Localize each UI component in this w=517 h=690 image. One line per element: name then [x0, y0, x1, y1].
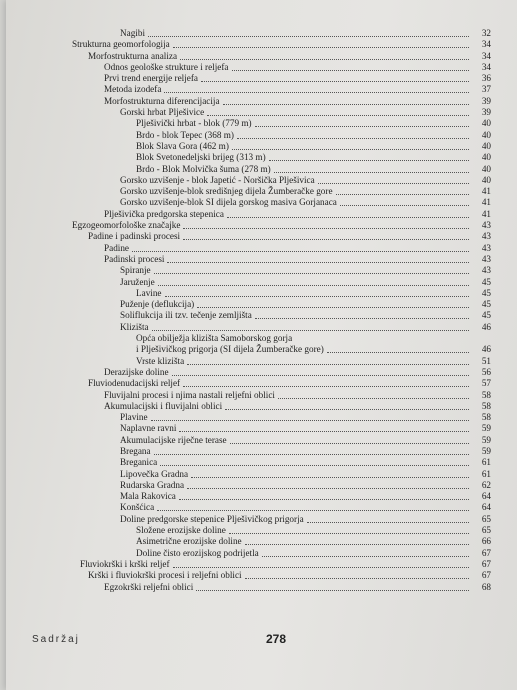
toc-entry-title: Akumulacijske riječne terase — [120, 434, 227, 445]
toc-entry-title: Gorsko uzvišenje - blok Japetić - Noršička Plješivica — [120, 174, 315, 185]
toc-dot-leader — [154, 273, 469, 274]
toc-entry-title: Konšćica — [120, 502, 155, 513]
toc-page-number: 45 — [481, 276, 491, 287]
toc-dot-leader — [173, 567, 469, 568]
toc-entry-title: Breganica — [120, 457, 158, 468]
toc-page-number: 40 — [481, 118, 491, 129]
toc-entry-title: Vrste klizišta — [136, 355, 185, 366]
toc-entry-title: Fluviodenudacijski reljef — [88, 378, 181, 389]
toc-entry-title: Gorsko uzvišenje-blok središnjeg dijela Žumberačke gore — [120, 186, 333, 197]
toc-page-number: 37 — [481, 84, 491, 95]
toc-entry — [6, 322, 517, 333]
toc-entry — [6, 299, 517, 310]
toc-page-number: 59 — [481, 445, 491, 456]
toc-entry — [6, 310, 517, 321]
toc-entry — [6, 141, 517, 152]
toc-dot-leader — [165, 296, 469, 297]
toc-page-number: 34 — [481, 50, 491, 61]
toc-dot-leader — [230, 443, 469, 444]
toc-dot-leader — [187, 488, 469, 489]
toc-entry-title: Blok Svetonedeljski brijeg (313 m) — [136, 152, 266, 163]
toc-dot-leader — [237, 138, 469, 139]
toc-dot-leader — [151, 420, 469, 421]
toc-entry — [6, 502, 517, 513]
toc-page-number: 39 — [481, 95, 491, 106]
toc-entry-title: Asimetrične erozijske doline — [136, 536, 242, 547]
toc-entry-title: Derazijske doline — [104, 366, 169, 377]
toc-dot-leader — [183, 239, 469, 240]
toc-page-number: 40 — [481, 174, 491, 185]
toc-entry — [6, 367, 517, 378]
footer-section-label: Sadržaj — [32, 634, 80, 645]
toc-entry — [6, 378, 517, 389]
toc-page-number: 34 — [481, 61, 491, 72]
toc-entry-title: Klizišta — [120, 321, 149, 332]
toc-page-number: 65 — [481, 525, 491, 536]
toc-entry-title: Plavine — [120, 412, 148, 423]
toc-entry — [6, 480, 517, 491]
toc-entry-title: Plješivička predgorska stepenica — [104, 208, 224, 219]
toc-dot-leader — [157, 510, 469, 511]
toc-entry — [6, 265, 517, 276]
toc-entry — [6, 96, 517, 107]
toc-entry-title: Padine — [104, 242, 130, 253]
toc-dot-leader — [180, 59, 469, 60]
toc-entry-title: Padinski procesi — [104, 253, 165, 264]
toc-entry — [6, 197, 517, 208]
toc-entry — [6, 164, 517, 175]
toc-entry — [6, 457, 517, 468]
toc-entry — [6, 548, 517, 559]
toc-dot-leader — [274, 172, 469, 173]
toc-dot-leader — [227, 217, 469, 218]
toc-entry-title: Metoda izodefa — [104, 84, 162, 95]
toc-entry — [6, 243, 517, 254]
toc-entry-title: Nagibi — [120, 28, 146, 38]
toc-dot-leader — [340, 205, 469, 206]
toc-page-number: 39 — [481, 107, 491, 118]
toc-entry-title: Lipovečka Gradna — [120, 468, 189, 479]
toc-entry — [6, 209, 517, 220]
toc-entry — [6, 62, 517, 73]
toc-page-number: 62 — [481, 479, 491, 490]
toc-entry — [6, 536, 517, 547]
toc-entry-title: Fluviokrški i krški reljef — [80, 558, 170, 569]
toc-dot-leader — [255, 318, 469, 319]
toc-entry-title: Prvi trend energije reljefa — [104, 73, 198, 84]
toc-dot-leader — [132, 251, 469, 252]
toc-dot-leader — [187, 364, 469, 365]
toc-dot-leader — [318, 183, 469, 184]
toc-entry — [6, 570, 517, 581]
toc-page-number: 43 — [481, 253, 491, 264]
toc-entry-title: Soliflukcija ili tzv. tečenje zemljišta — [120, 310, 252, 321]
toc-entry-title: Plješivički hrbat - blok (779 m) — [136, 118, 252, 129]
toc-entry-title: Blok Slava Gora (462 m) — [136, 140, 229, 151]
toc-page-number: 56 — [481, 366, 491, 377]
toc-page-number: 40 — [481, 129, 491, 140]
toc-dot-leader — [229, 533, 469, 534]
toc-dot-leader — [245, 544, 469, 545]
toc-dot-leader — [179, 499, 469, 500]
toc-entry — [6, 186, 517, 197]
toc-page-number: 41 — [481, 186, 491, 197]
toc-entry-title-continued: i Plješivičkog prigorja (SI dijela Žumberačke gore) — [136, 344, 324, 355]
toc-dot-leader — [196, 590, 469, 591]
toc-entry — [6, 423, 517, 434]
toc-entry — [6, 469, 517, 480]
toc-entry-title: Spiranje — [120, 265, 151, 276]
toc-dot-leader — [167, 262, 469, 263]
toc-entry-title: Doline predgorske stepenice Plješivičkog prigorja — [120, 513, 304, 524]
toc-entry — [6, 107, 517, 118]
toc-entry-title: Brdo - Blok Molvička šuma (278 m) — [136, 163, 271, 174]
toc-entry — [6, 412, 517, 423]
toc-entry — [6, 559, 517, 570]
toc-entry — [6, 28, 517, 39]
toc-entry — [6, 254, 517, 265]
toc-dot-leader — [164, 92, 469, 93]
toc-page-number: 58 — [481, 400, 491, 411]
toc-entry-title: Strukturna geomorfologija — [72, 39, 170, 50]
toc-dot-leader — [173, 47, 469, 48]
toc-page-number: 45 — [481, 287, 491, 298]
toc-page-number: 67 — [481, 558, 491, 569]
toc-entry-title: Doline čisto erozijskog podrijetla — [136, 547, 259, 558]
toc-page-number: 61 — [481, 457, 491, 468]
toc-dot-leader — [148, 36, 469, 37]
toc-page-number: 59 — [481, 434, 491, 445]
toc-entry — [6, 356, 517, 367]
toc-dot-leader — [172, 375, 469, 376]
toc-entry — [6, 446, 517, 457]
toc-entry — [6, 231, 517, 242]
toc-entry-title: Opća obilježja klizišta Samoborskog gorja — [136, 333, 293, 344]
toc-page-number: 45 — [481, 310, 491, 321]
toc-dot-leader — [207, 115, 469, 116]
toc-entry — [6, 175, 517, 186]
toc-entry — [6, 118, 517, 129]
toc-entry-title: Bregana — [120, 445, 151, 456]
toc-page-number: 46 — [481, 344, 491, 355]
toc-page-number: 45 — [481, 299, 491, 310]
toc-dot-leader — [336, 194, 469, 195]
toc-entry-title: Složene erozijske doline — [136, 525, 226, 536]
toc-entry — [6, 333, 517, 356]
toc-entry-title: Akumulacijski i fluvijalni oblici — [104, 400, 223, 411]
toc-page-number: 34 — [481, 39, 491, 50]
toc-dot-leader — [269, 160, 469, 161]
toc-entry-title: Brdo - blok Tepec (368 m) — [136, 129, 234, 140]
toc-entry-title: Krški i fluviokrški procesi i reljefni oblici — [88, 570, 242, 581]
toc-entry — [6, 435, 517, 446]
toc-page-number: 66 — [481, 536, 491, 547]
toc-dot-leader — [183, 228, 469, 229]
toc-entry — [6, 152, 517, 163]
toc-dot-leader — [255, 126, 469, 127]
toc-page-number: 59 — [481, 423, 491, 434]
toc-entry — [6, 582, 517, 593]
toc-page-number: 40 — [481, 163, 491, 174]
toc-entry-title: Egzogeomorfološke značajke — [72, 220, 181, 231]
toc-dot-leader — [278, 398, 469, 399]
toc-page-number: 46 — [481, 321, 491, 332]
toc-dot-leader — [223, 104, 469, 105]
toc-page-number: 40 — [481, 140, 491, 151]
toc-page-number: 41 — [481, 208, 491, 219]
toc-page-number: 51 — [481, 355, 491, 366]
table-of-contents — [6, 28, 517, 593]
toc-entry-title: Gorsko uzvišenje-blok SI dijela gorskog masiva Gorjanaca — [120, 197, 337, 208]
toc-page-number: 43 — [481, 220, 491, 231]
toc-page-number: 36 — [481, 73, 491, 84]
toc-entry — [6, 84, 517, 95]
toc-dot-leader — [197, 307, 469, 308]
toc-entry-title: Morfostrukturna analiza — [88, 50, 178, 61]
toc-dot-leader — [232, 70, 469, 71]
toc-page-number: 67 — [481, 547, 491, 558]
toc-page-number: 43 — [481, 242, 491, 253]
toc-entry-title: Gorski hrbat Plješivice — [120, 107, 205, 118]
toc-page-number: 65 — [481, 513, 491, 524]
toc-entry-title: Egzokrški reljefni oblici — [104, 581, 194, 592]
toc-entry — [6, 401, 517, 412]
toc-entry-title: Rudarska Gradna — [120, 479, 185, 490]
toc-dot-leader — [152, 330, 469, 331]
toc-dot-leader — [201, 81, 469, 82]
toc-dot-leader — [262, 556, 469, 557]
toc-page-number: 32 — [481, 28, 491, 38]
toc-page-number: 67 — [481, 570, 491, 581]
toc-entry-title: Padine i padinski procesi — [88, 231, 181, 242]
toc-dot-leader — [245, 578, 469, 579]
toc-dot-leader — [179, 431, 469, 432]
toc-entry-title: Naplavne ravni — [120, 423, 177, 434]
toc-entry-title: Mala Rakovica — [120, 491, 176, 502]
toc-page-number: 64 — [481, 502, 491, 513]
toc-dot-leader — [183, 386, 469, 387]
book-page — [6, 0, 517, 690]
toc-page-number: 43 — [481, 265, 491, 276]
toc-page-number: 58 — [481, 389, 491, 400]
toc-entry-title: Fluvijalni procesi i njima nastali reljefni oblici — [104, 389, 275, 400]
toc-entry — [6, 39, 517, 50]
toc-entry — [6, 491, 517, 502]
toc-entry-title: Lavine — [136, 287, 162, 298]
toc-entry — [6, 525, 517, 536]
toc-entry — [6, 220, 517, 231]
toc-entry — [6, 130, 517, 141]
toc-page-number: 57 — [481, 378, 491, 389]
toc-page-number: 43 — [481, 231, 491, 242]
toc-page-number: 68 — [481, 581, 491, 592]
toc-dot-leader — [327, 352, 469, 353]
toc-entry — [6, 277, 517, 288]
toc-dot-leader — [232, 149, 469, 150]
toc-entry-title: Morfostrukturna diferencijacija — [104, 95, 220, 106]
toc-entry — [6, 514, 517, 525]
toc-dot-leader — [307, 522, 469, 523]
toc-entry — [6, 390, 517, 401]
toc-dot-leader — [154, 454, 469, 455]
footer-page-number: 278 — [266, 632, 287, 646]
toc-entry — [6, 51, 517, 62]
toc-dot-leader — [191, 477, 469, 478]
toc-dot-leader — [158, 285, 469, 286]
toc-entry-title: Jaruženje — [120, 276, 155, 287]
toc-page-number: 41 — [481, 197, 491, 208]
toc-page-number: 61 — [481, 468, 491, 479]
toc-entry-title: Odnos geološke strukture i reljefa — [104, 61, 229, 72]
toc-page-number: 58 — [481, 412, 491, 423]
toc-page-number: 64 — [481, 491, 491, 502]
toc-entry-title: Puženje (deflukcija) — [120, 299, 195, 310]
toc-dot-leader — [160, 465, 469, 466]
toc-entry — [6, 73, 517, 84]
toc-dot-leader — [225, 409, 469, 410]
toc-entry — [6, 288, 517, 299]
toc-page-number: 40 — [481, 152, 491, 163]
